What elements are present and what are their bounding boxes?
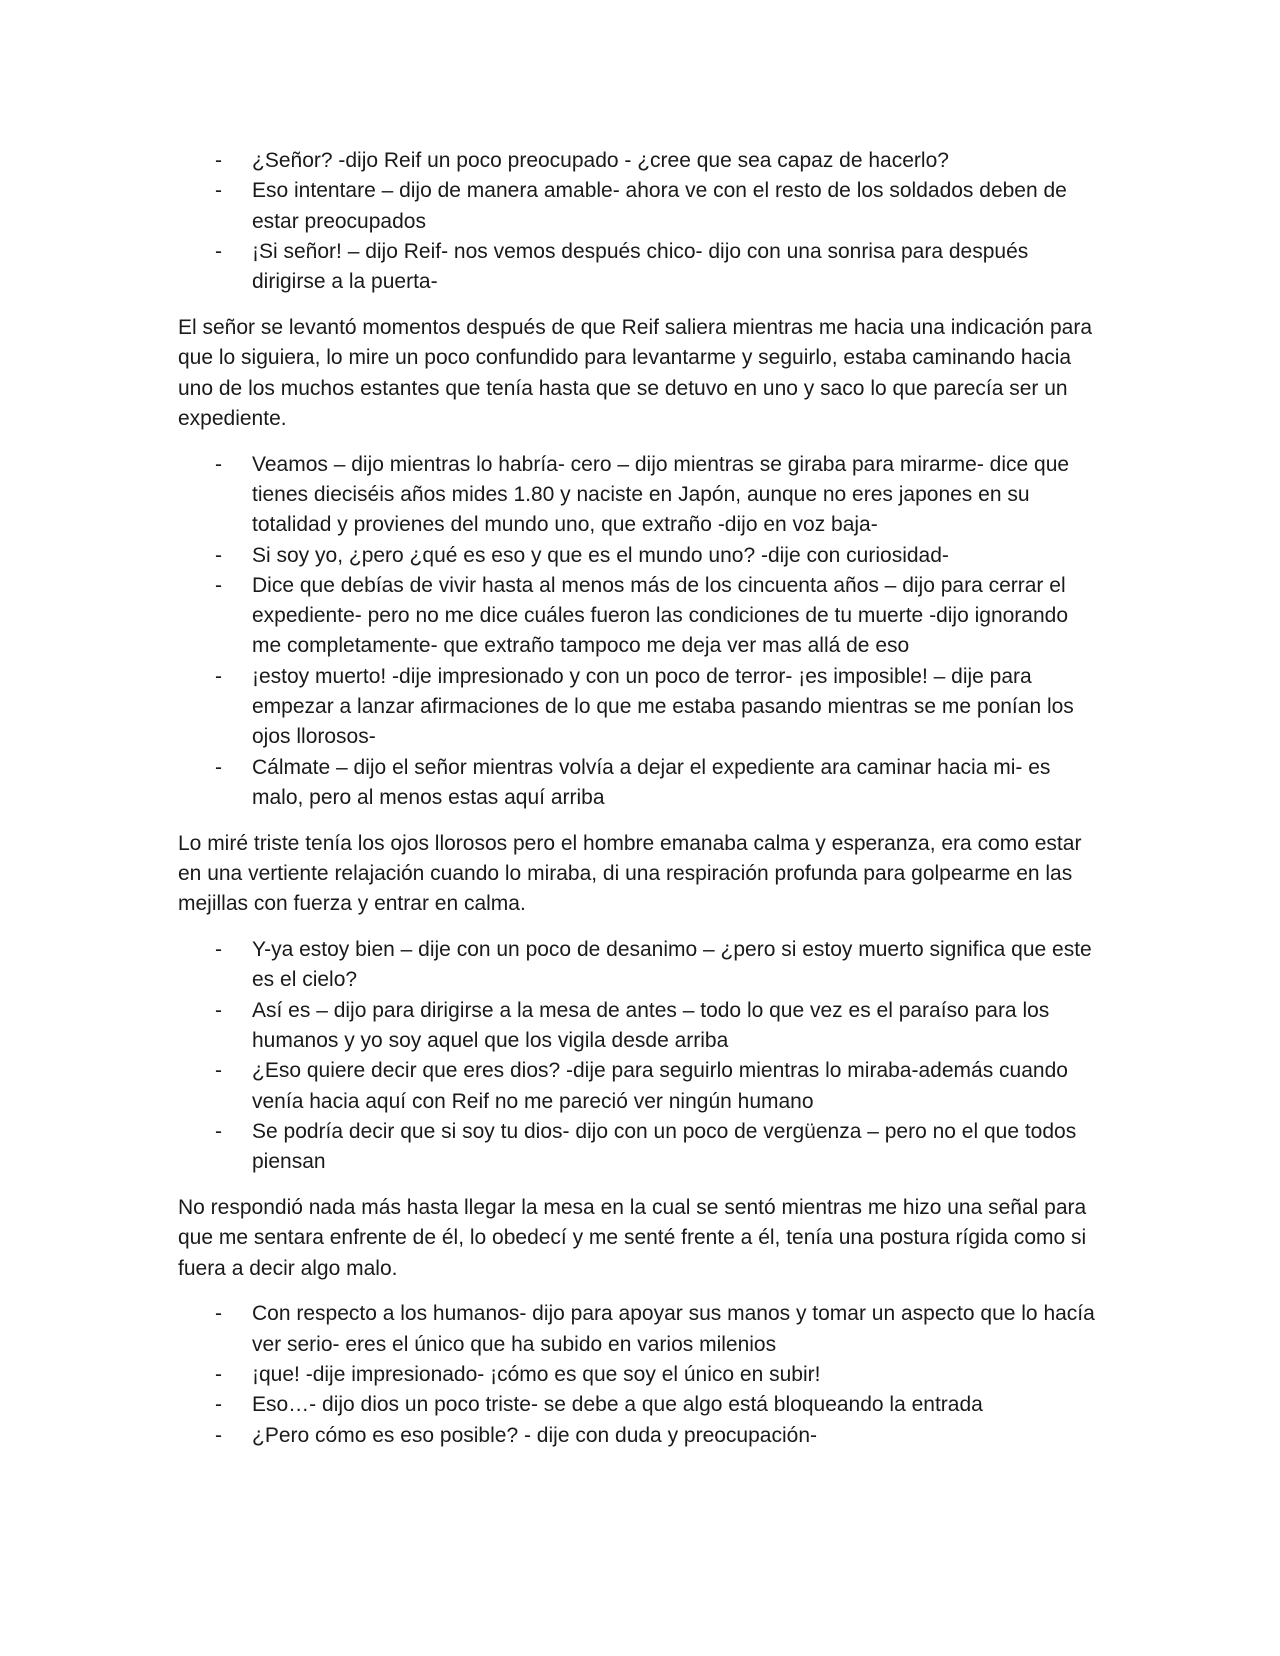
dialogue-line xyxy=(178,146,1098,176)
dialogue-line xyxy=(178,176,1098,237)
dialogue-text: Cálmate – dijo el señor mientras volvía a dejar el expediente ara caminar hacia mi- es malo, pero al menos estas aquí arriba xyxy=(252,755,1051,809)
list-dash: - xyxy=(215,998,222,1022)
dialogue-line xyxy=(178,571,1098,662)
list-dash: - xyxy=(215,149,222,172)
dialogue-line xyxy=(178,996,1098,1057)
narrative-paragraph: Lo miré triste tenía los ojos llorosos pero el hombre emanaba calma y esperanza, era como estar en una vertiente relajación cuando lo miraba, di una respiración profunda para golpearme en las mejillas con fuerza y entrar en calma. xyxy=(178,831,1082,916)
dialogue-text: ¿Eso quiere decir que eres dios? -dije para seguirlo mientras lo miraba-además cuando venía hacia aquí con Reif no me pareció ver ningún humano xyxy=(252,1059,1068,1113)
list-dash: - xyxy=(215,1393,222,1417)
dialogue-line xyxy=(178,1056,1098,1117)
list-dash: - xyxy=(215,543,222,567)
dialogue-line xyxy=(178,1299,1098,1360)
dialogue-list xyxy=(178,1299,1098,1450)
dialogue-text: Si soy yo, ¿pero ¿qué es eso y que es el mundo uno? -dije con curiosidad- xyxy=(252,543,949,567)
list-dash: - xyxy=(215,573,222,597)
dialogue-text: Así es – dijo para dirigirse a la mesa de antes – todo lo que vez es el paraíso para los humanos y yo soy aquel que los vigila desde arriba xyxy=(252,998,1050,1053)
dialogue-line xyxy=(178,662,1098,753)
list-dash: - xyxy=(215,938,222,962)
narrative-paragraph: No respondió nada más hasta llegar la mesa en la cual se sentó mientras me hizo una señal para que me sentara enfrente de él, lo obedecí y me senté frente a él, tenía una postura rígida como si fuera a decir algo malo. xyxy=(178,1196,1087,1280)
dialogue-line xyxy=(178,1421,1098,1451)
dialogue-list xyxy=(178,146,1098,297)
list-dash: - xyxy=(215,452,222,476)
list-dash: - xyxy=(215,755,222,779)
dialogue-text: Dice que debías de vivir hasta al menos más de los cincuenta años – dijo para cerrar el expediente- pero no me dice cuáles fueron las condiciones de tu muerte -dijo ignorando me completamente- que extraño tampoco me deja ver mas allá de eso xyxy=(252,573,1069,658)
dialogue-text: ¡estoy muerto! -dije impresionado y con un poco de terror- ¡es imposible! – dije para empezar a lanzar afirmaciones de lo que me estaba pasando mientras se me ponían los ojos llorosos- xyxy=(252,664,1074,749)
list-dash: - xyxy=(215,1302,222,1326)
dialogue-text: Eso…- dijo dios un poco triste- se debe a que algo está bloqueando la entrada xyxy=(252,1393,983,1417)
dialogue-text: ¿Señor? -dijo Reif un poco preocupado - ¿cree que sea capaz de hacerlo? xyxy=(252,149,949,172)
list-dash: - xyxy=(215,1362,222,1386)
dialogue-line xyxy=(178,450,1098,541)
list-dash: - xyxy=(215,239,222,263)
dialogue-text: ¿Pero cómo es eso posible? - dije con duda y preocupación- xyxy=(252,1423,817,1447)
list-dash: - xyxy=(215,1059,222,1083)
dialogue-line xyxy=(178,541,1098,571)
list-dash: - xyxy=(215,1119,222,1143)
dialogue-list xyxy=(178,935,1098,1177)
dialogue-text: Con respecto a los humanos- dijo para apoyar sus manos y tomar un aspecto que lo hacía ver serio- eres el único que ha subido en varios milenios xyxy=(252,1302,1095,1356)
dialogue-line xyxy=(178,1360,1098,1390)
dialogue-line xyxy=(178,1117,1098,1178)
list-dash: - xyxy=(215,664,222,688)
dialogue-text: Y-ya estoy bien – dije con un poco de desanimo – ¿pero si estoy muerto significa que este es el cielo? xyxy=(252,938,1092,992)
dialogue-text: Veamos – dijo mientras lo habría- cero – dijo mientras se giraba para mirarme- dice que tienes dieciséis años mides 1.80 y naciste en Japón, aunque no eres japones en su totalidad y provienes del mundo uno, que extraño -dijo en voz baja- xyxy=(252,452,1070,537)
narrative-paragraph: El señor se levantó momentos después de que Reif saliera mientras me hacia una indicación para que lo siguiera, lo mire un poco confundido para levantarme y seguirlo, estaba caminando hacia uno de los muchos estantes que tenía hasta que se detuvo en uno y saco lo que parecía ser un expediente. xyxy=(178,315,1093,430)
dialogue-line xyxy=(178,1390,1098,1420)
dialogue-text: Se podría decir que si soy tu dios- dijo con un poco de vergüenza – pero no el que todos piensan xyxy=(252,1119,1077,1174)
dialogue-list xyxy=(178,450,1098,814)
list-dash: - xyxy=(215,179,222,203)
dialogue-text: ¡Si señor! – dijo Reif- nos vemos después chico- dijo con una sonrisa para después dirigirse a la puerta- xyxy=(252,239,1029,294)
list-dash: - xyxy=(215,1423,222,1447)
dialogue-text: ¡que! -dije impresionado- ¡cómo es que soy el único en subir! xyxy=(252,1362,821,1386)
dialogue-line xyxy=(178,237,1098,298)
dialogue-text: Eso intentare – dijo de manera amable- ahora ve con el resto de los soldados deben de estar preocupados xyxy=(252,179,1067,233)
dialogue-line xyxy=(178,935,1098,996)
dialogue-line xyxy=(178,753,1098,814)
document-body xyxy=(178,146,1098,1451)
